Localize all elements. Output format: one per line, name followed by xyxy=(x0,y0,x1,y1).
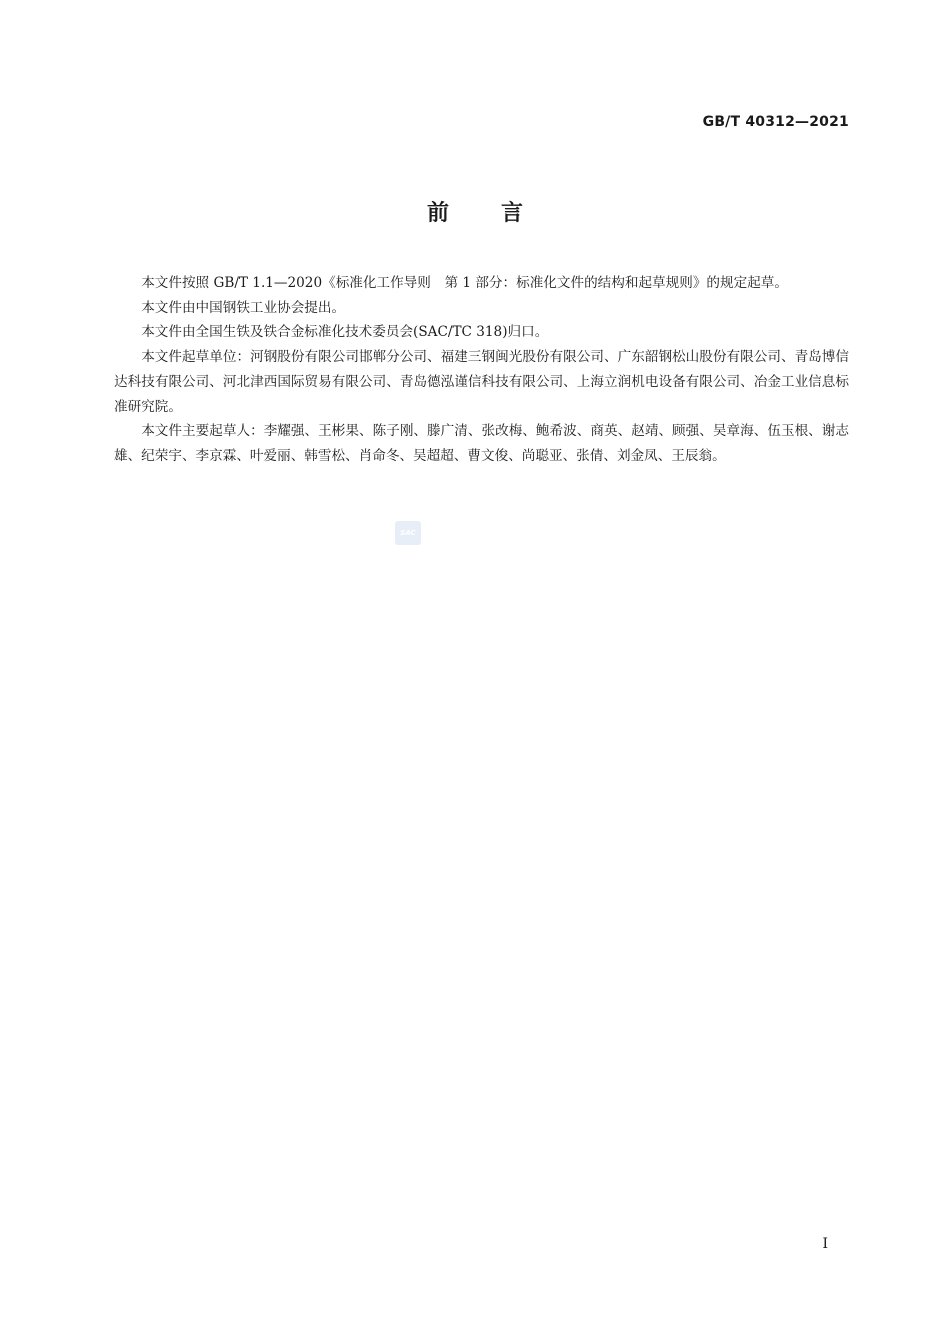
paragraph-proposer: 本文件由中国钢铁工业协会提出。 xyxy=(141,299,346,316)
foreword-body xyxy=(114,271,849,469)
sac-watermark-logo: SAC xyxy=(395,521,421,545)
paragraph-main-drafters: 本文件主要起草人：李耀强、王彬果、陈子刚、滕广清、张改梅、鲍希波、商英、赵靖、顾强、吴章海、伍玉根、谢志雄、纪荣宇、李京霖、叶爱丽、韩雪松、肖命冬、吴超超、曹文俊、尚聪亚、张倩、刘金凤、王辰翁。 xyxy=(114,423,849,464)
paragraph-drafting-rules: 本文件按照 GB/T 1.1—2020《标准化工作导则 第 1 部分：标准化文件的结构和起草规则》的规定起草。 xyxy=(141,275,788,291)
page-number: I xyxy=(822,1236,828,1252)
standard-code: GB/T 40312—2021 xyxy=(702,114,849,130)
paragraph-drafting-organizations: 本文件起草单位：河钢股份有限公司邯郸分公司、福建三钢闽光股份有限公司、广东韶钢松山股份有限公司、青岛博信达科技有限公司、河北津西国际贸易有限公司、青岛德泓谨信科技有限公司、上海立润机电设备有限公司、冶金工业信息标准研究院。 xyxy=(114,349,849,415)
paragraph-centralized-unit: 本文件由全国生铁及铁合金标准化技术委员会(SAC/TC 318)归口。 xyxy=(141,324,549,341)
page-title: 前言 xyxy=(426,201,575,226)
